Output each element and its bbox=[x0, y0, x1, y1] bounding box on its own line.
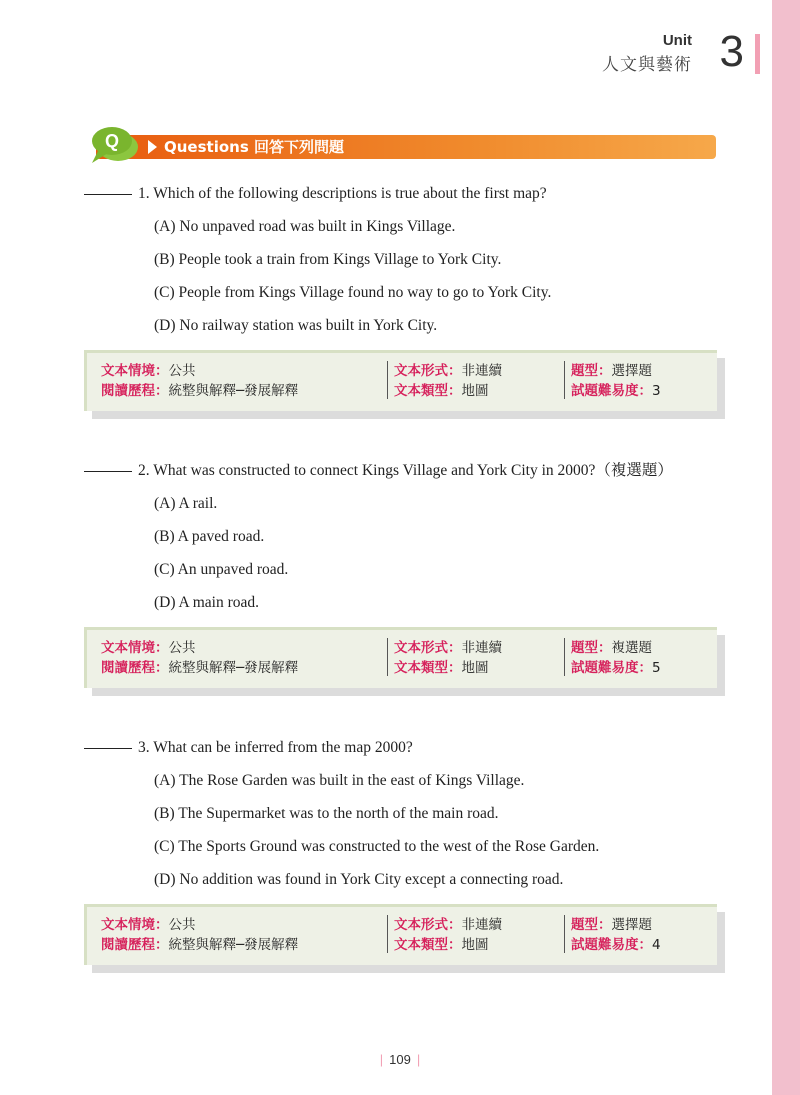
info-box-1 bbox=[84, 350, 717, 411]
qtype-value: 選擇題 bbox=[611, 363, 652, 379]
process-key: 閱讀歷程： bbox=[101, 660, 169, 676]
answer-blank[interactable] bbox=[84, 748, 132, 749]
difficulty-value: 4 bbox=[652, 937, 661, 953]
difficulty-key: 試題難易度： bbox=[571, 383, 652, 399]
question-stem bbox=[84, 737, 724, 759]
difficulty-key: 試題難易度： bbox=[571, 660, 652, 676]
unit-bar bbox=[755, 34, 760, 74]
form-value: 非連續 bbox=[461, 917, 502, 933]
answer-blank[interactable] bbox=[84, 471, 132, 472]
form-value: 非連續 bbox=[461, 640, 502, 656]
form-key: 文本形式： bbox=[394, 917, 462, 933]
context-value: 公共 bbox=[168, 363, 196, 379]
kind-value: 地圖 bbox=[461, 660, 489, 676]
info-box-2 bbox=[84, 627, 717, 688]
question-text: 2. What was constructed to connect Kings Village and York City in 2000?（複選題） bbox=[138, 462, 673, 479]
option-a: (A) No unpaved road was built in Kings Village. bbox=[154, 218, 456, 235]
process-key: 閱讀歷程： bbox=[101, 383, 169, 399]
context-key: 文本情境： bbox=[101, 640, 169, 656]
section-title: Questions 回答下列問題 bbox=[164, 138, 344, 156]
kind-value: 地圖 bbox=[461, 383, 489, 399]
form-value: 非連續 bbox=[461, 363, 502, 379]
question-3 bbox=[84, 737, 724, 902]
kind-key: 文本類型： bbox=[394, 660, 462, 676]
side-strip bbox=[772, 0, 800, 1095]
process-value: 統整與解釋─發展解釋 bbox=[168, 937, 299, 953]
option-d: (D) No railway station was built in York City. bbox=[154, 317, 438, 334]
question-text: 3. What can be inferred from the map 2000? bbox=[138, 739, 413, 756]
speech-bubble-icon bbox=[88, 125, 140, 165]
qtype-value: 選擇題 bbox=[611, 917, 652, 933]
kind-value: 地圖 bbox=[461, 937, 489, 953]
options-list bbox=[84, 493, 724, 625]
form-key: 文本形式： bbox=[394, 640, 462, 656]
qtype-key: 題型： bbox=[571, 363, 612, 379]
context-key: 文本情境： bbox=[101, 363, 169, 379]
answer-blank[interactable] bbox=[84, 194, 132, 195]
option-a: (A) A rail. bbox=[154, 495, 218, 512]
option-b: (B) People took a train from Kings Village to York City. bbox=[154, 251, 502, 268]
unit-label: Unit bbox=[662, 32, 692, 49]
context-value: 公共 bbox=[168, 917, 196, 933]
kind-key: 文本類型： bbox=[394, 383, 462, 399]
form-key: 文本形式： bbox=[394, 363, 462, 379]
options-list bbox=[84, 770, 724, 902]
option-c: (C) An unpaved road. bbox=[154, 561, 289, 578]
difficulty-key: 試題難易度： bbox=[571, 937, 652, 953]
option-c: (C) The Sports Ground was constructed to the west of the Rose Garden. bbox=[154, 838, 600, 855]
unit-subtitle: 人文與藝術 bbox=[602, 55, 692, 75]
question-1 bbox=[84, 183, 724, 348]
context-key: 文本情境： bbox=[101, 917, 169, 933]
page-bar-left: | bbox=[379, 1052, 384, 1067]
options-list bbox=[84, 216, 724, 348]
play-arrow-icon bbox=[148, 140, 157, 154]
info-box-3 bbox=[84, 904, 717, 965]
page-bar-right: | bbox=[416, 1052, 421, 1067]
qtype-key: 題型： bbox=[571, 917, 612, 933]
question-text: 1. Which of the following descriptions is true about the first map? bbox=[138, 185, 547, 202]
qtype-key: 題型： bbox=[571, 640, 612, 656]
option-c: (C) People from Kings Village found no way to go to York City. bbox=[154, 284, 552, 301]
difficulty-value: 3 bbox=[652, 383, 661, 399]
process-key: 閱讀歷程： bbox=[101, 937, 169, 953]
context-value: 公共 bbox=[168, 640, 196, 656]
unit-header bbox=[540, 27, 760, 78]
qtype-value: 複選題 bbox=[611, 640, 652, 656]
question-stem bbox=[84, 183, 724, 205]
difficulty-value: 5 bbox=[652, 660, 661, 676]
option-b: (B) The Supermarket was to the north of the main road. bbox=[154, 805, 499, 822]
option-a: (A) The Rose Garden was built in the east of Kings Village. bbox=[154, 772, 525, 789]
option-d: (D) A main road. bbox=[154, 594, 260, 611]
option-d: (D) No addition was found in York City except a connecting road. bbox=[154, 871, 564, 888]
unit-number: 3 bbox=[719, 27, 744, 76]
question-2 bbox=[84, 460, 724, 625]
kind-key: 文本類型： bbox=[394, 937, 462, 953]
page-number bbox=[0, 1052, 800, 1067]
option-b: (B) A paved road. bbox=[154, 528, 265, 545]
q-letter: Q bbox=[104, 131, 120, 151]
process-value: 統整與解釋─發展解釋 bbox=[168, 660, 299, 676]
page-number-text: 109 bbox=[389, 1052, 411, 1067]
process-value: 統整與解釋─發展解釋 bbox=[168, 383, 299, 399]
question-stem bbox=[84, 460, 724, 482]
